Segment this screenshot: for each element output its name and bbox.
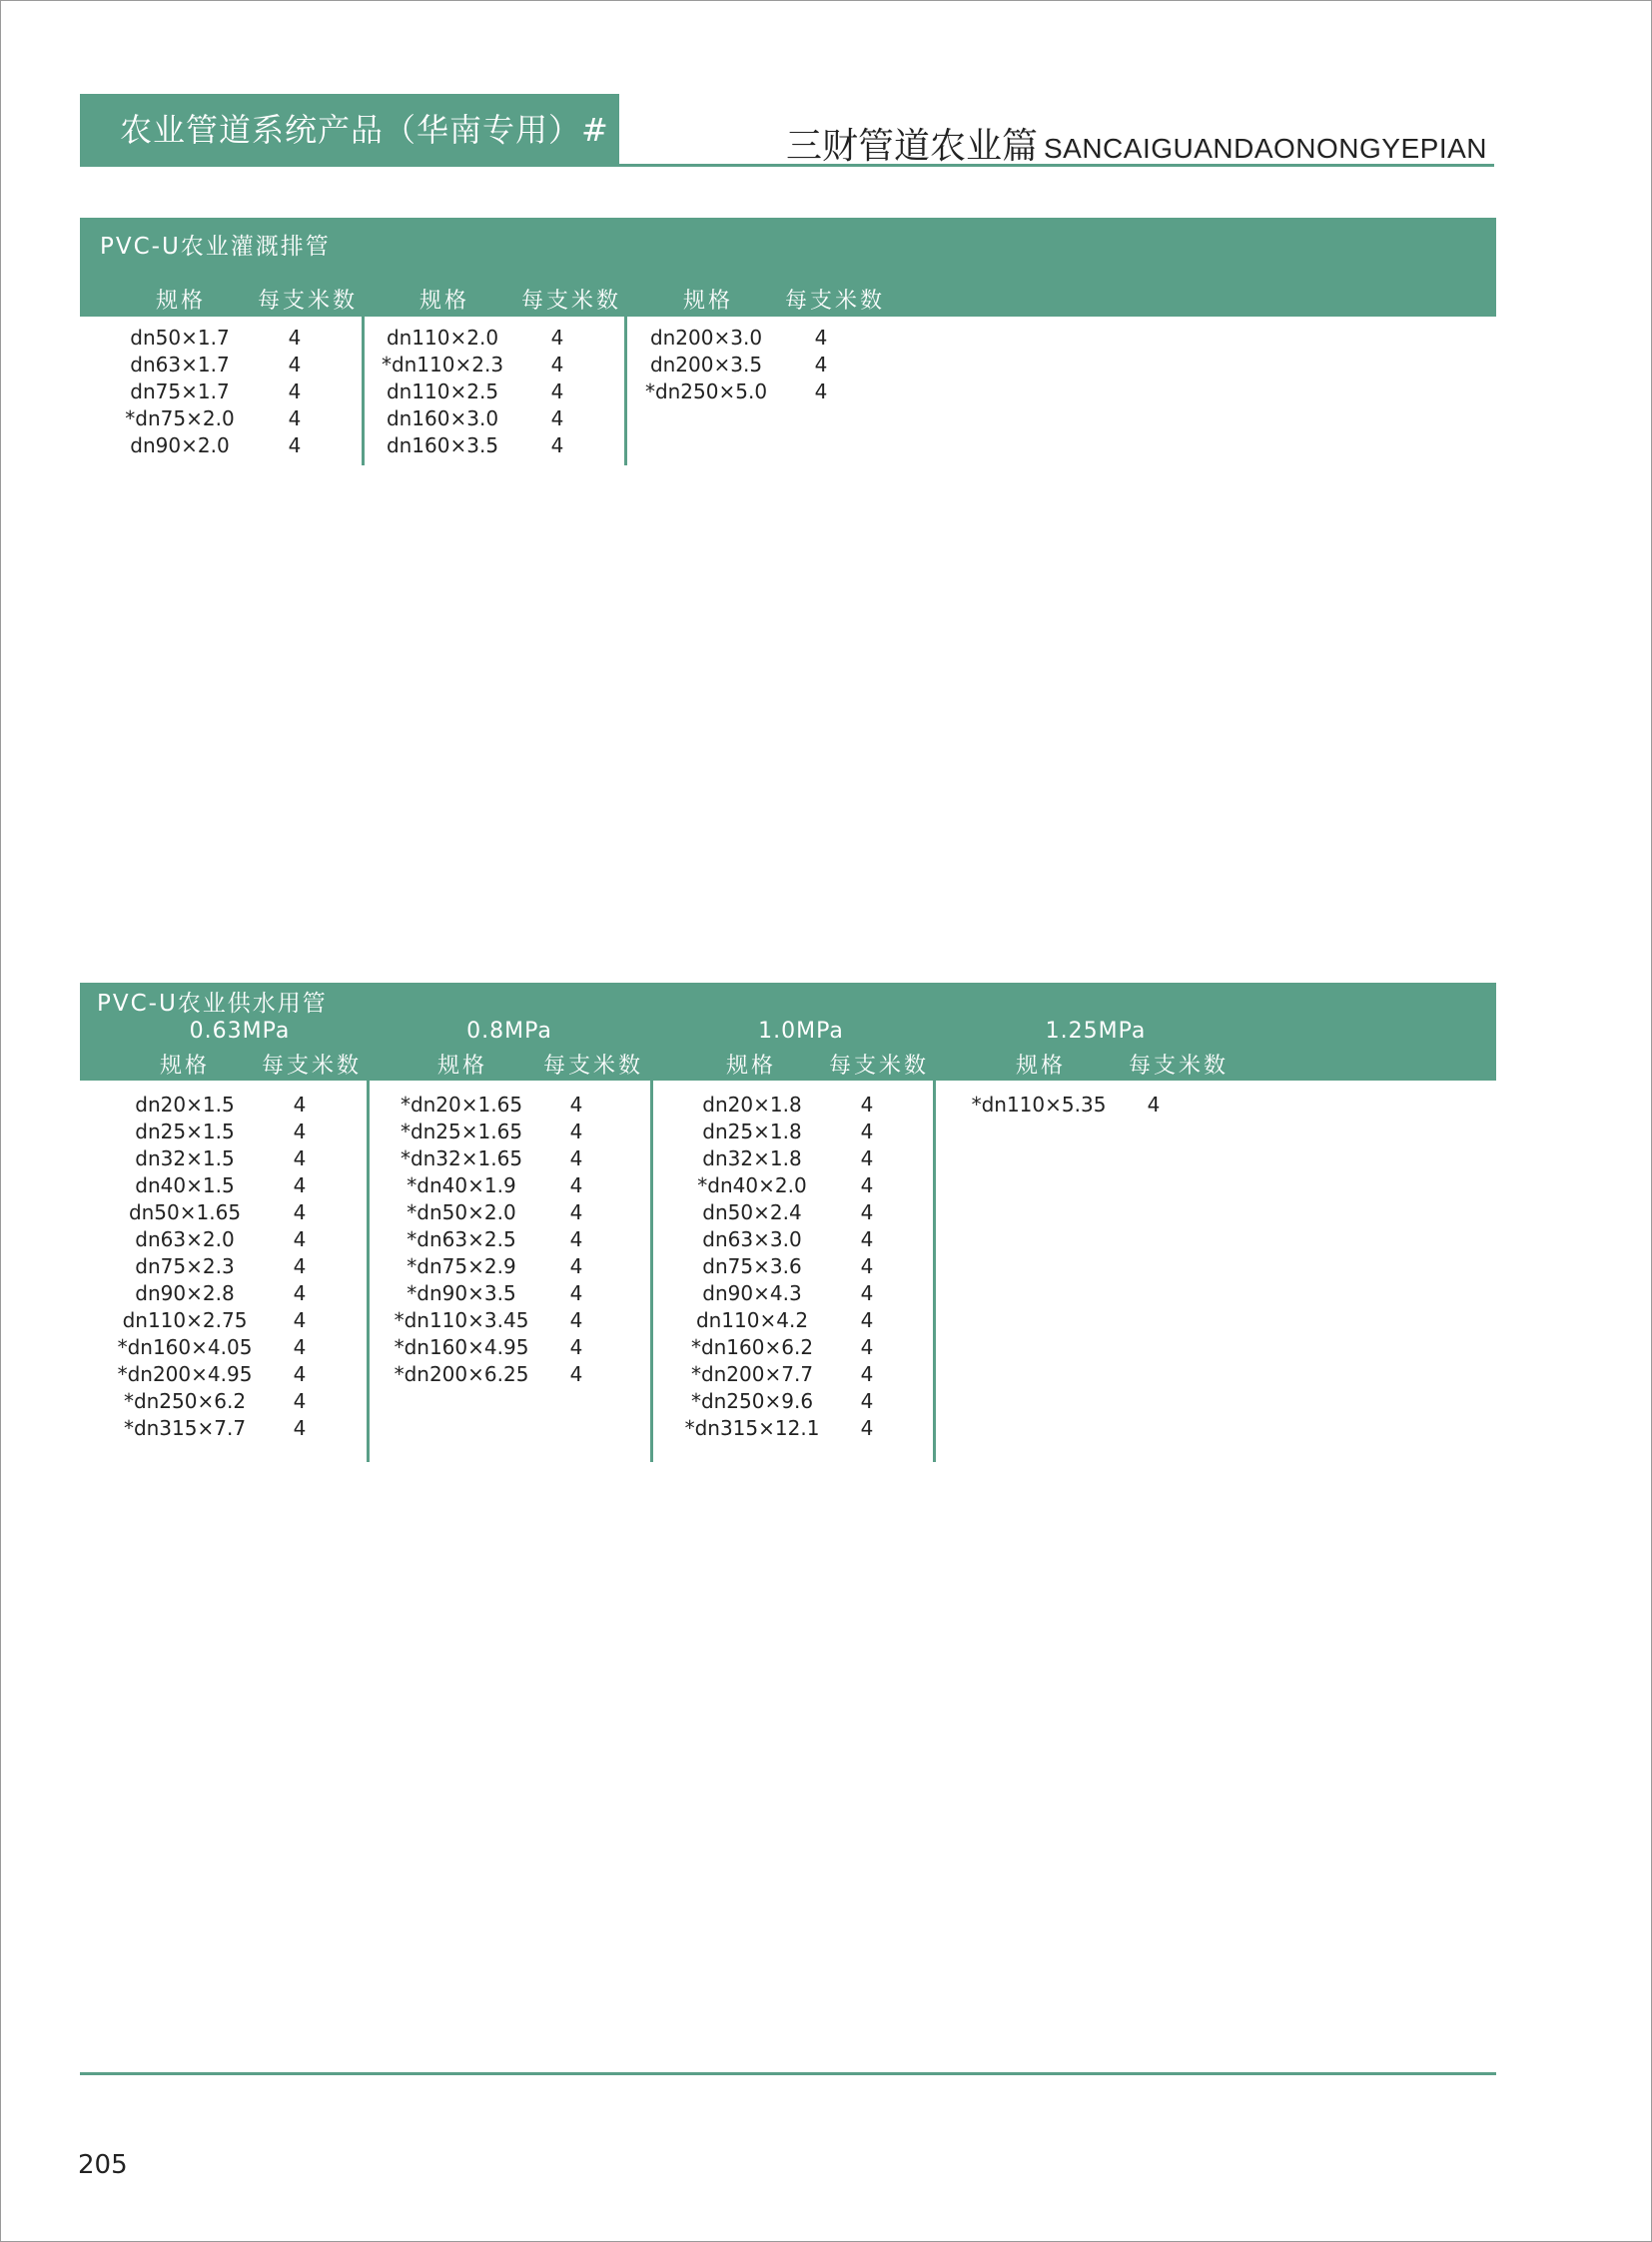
spec-cell: dn75×3.6: [702, 1254, 802, 1278]
length-cell: 4: [293, 1173, 307, 1197]
length-cell: 4: [814, 353, 828, 376]
spec-cell: *dn75×2.0: [125, 406, 235, 430]
spec-cell: dn20×1.5: [135, 1093, 235, 1117]
table-row: [105, 378, 345, 405]
section1-divider: [362, 317, 365, 465]
length-cell: 4: [860, 1254, 874, 1278]
spec-cell: dn75×2.3: [135, 1254, 235, 1278]
spec-cell: *dn32×1.65: [400, 1146, 523, 1170]
spec-cell: dn90×2.8: [135, 1281, 235, 1305]
table-row: [631, 352, 871, 378]
length-cell: 4: [550, 433, 564, 457]
length-cell: 4: [293, 1281, 307, 1305]
spec-cell: dn63×2.0: [135, 1227, 235, 1251]
length-cell: 4: [293, 1120, 307, 1143]
table-row: [368, 432, 607, 459]
spec-cell: dn50×1.65: [128, 1200, 242, 1224]
length-cell: 4: [860, 1308, 874, 1332]
page-number: 205: [78, 2150, 128, 2180]
spec-cell: *dn40×2.0: [697, 1173, 807, 1197]
spec-cell: dn50×2.4: [702, 1200, 802, 1224]
brand-title-en: SANCAIGUANDAONONGYEPIAN: [1043, 133, 1487, 164]
length-cell: 4: [293, 1389, 307, 1413]
length-cell: 4: [288, 406, 302, 430]
table-row: [110, 1226, 350, 1253]
length-cell: 4: [1147, 1093, 1161, 1117]
brand-title-cn: 三财管道农业篇: [785, 126, 1038, 167]
spec-cell: *dn50×2.0: [407, 1200, 516, 1224]
length-cell: 4: [569, 1093, 583, 1117]
spec-cell: dn90×2.0: [130, 433, 230, 457]
length-cell: 4: [293, 1308, 307, 1332]
spec-cell: *dn110×5.35: [971, 1093, 1107, 1117]
section2-pressure-063: 0.63MPa: [189, 1019, 291, 1044]
section1-title: PVC-U农业灌溉排管: [100, 234, 331, 260]
section2-title: PVC-U农业供水用管: [97, 991, 328, 1017]
length-cell: 4: [569, 1120, 583, 1143]
length-cell: 4: [569, 1308, 583, 1332]
length-cell: 4: [569, 1362, 583, 1386]
table-row: [110, 1172, 350, 1199]
table-row: [387, 1361, 626, 1388]
table-row: [677, 1145, 917, 1172]
table-row: [387, 1199, 626, 1226]
spec-cell: *dn110×3.45: [394, 1308, 529, 1332]
table-row: [677, 1226, 917, 1253]
length-cell: 4: [569, 1227, 583, 1251]
spec-cell: dn75×1.7: [130, 379, 230, 403]
table-row: [368, 352, 607, 378]
table-row: [110, 1307, 350, 1334]
section1-col-qty: 每支米数: [785, 289, 886, 314]
table-row: [677, 1253, 917, 1280]
section1-col-spec: 规格: [156, 289, 207, 314]
table-row: [110, 1092, 350, 1119]
length-cell: 4: [550, 379, 564, 403]
length-cell: 4: [288, 379, 302, 403]
table-row: [110, 1388, 350, 1415]
section2-pressure-10: 1.0MPa: [758, 1019, 844, 1044]
table-row: [105, 405, 345, 432]
spec-cell: dn200×3.0: [649, 326, 763, 350]
section2-col-qty: 每支米数: [262, 1054, 363, 1079]
spec-cell: dn20×1.8: [702, 1093, 802, 1117]
section1-col-qty: 每支米数: [258, 289, 359, 314]
length-cell: 4: [550, 353, 564, 376]
length-cell: 4: [860, 1362, 874, 1386]
spec-cell: dn63×1.7: [130, 353, 230, 376]
length-cell: 4: [860, 1389, 874, 1413]
section2-pressure-08: 0.8MPa: [466, 1019, 552, 1044]
table-row: [387, 1145, 626, 1172]
spec-cell: dn110×2.5: [386, 379, 499, 403]
length-cell: 4: [293, 1093, 307, 1117]
table-row: [677, 1199, 917, 1226]
table-row: [677, 1092, 917, 1119]
spec-cell: dn40×1.5: [135, 1173, 235, 1197]
length-cell: 4: [569, 1146, 583, 1170]
spec-cell: dn32×1.5: [135, 1146, 235, 1170]
table-row: [387, 1253, 626, 1280]
spec-cell: *dn160×6.2: [690, 1335, 814, 1359]
length-cell: 4: [288, 433, 302, 457]
table-row: [677, 1307, 917, 1334]
spec-cell: dn90×4.3: [702, 1281, 802, 1305]
length-cell: 4: [288, 326, 302, 350]
length-cell: 4: [293, 1146, 307, 1170]
table-row: [368, 405, 607, 432]
spec-cell: dn110×2.0: [386, 326, 499, 350]
section2-divider: [933, 1081, 936, 1462]
table-row: [677, 1388, 917, 1415]
spec-cell: dn25×1.8: [702, 1120, 802, 1143]
section2-col-qty: 每支米数: [829, 1054, 930, 1079]
section2-header-bar: [80, 983, 1496, 1081]
length-cell: 4: [293, 1335, 307, 1359]
section1-col-qty: 每支米数: [521, 289, 622, 314]
spec-cell: *dn200×7.7: [690, 1362, 814, 1386]
table-row: [110, 1119, 350, 1145]
spec-cell: *dn315×12.1: [684, 1416, 820, 1440]
table-row: [387, 1307, 626, 1334]
table-row: [677, 1334, 917, 1361]
length-cell: 4: [569, 1254, 583, 1278]
table-row: [105, 352, 345, 378]
table-row: [110, 1253, 350, 1280]
table-row: [387, 1280, 626, 1307]
spec-cell: *dn250×9.6: [690, 1389, 814, 1413]
section2-divider: [367, 1081, 370, 1462]
table-row: [110, 1415, 350, 1442]
table-row: [105, 325, 345, 352]
table-row: [110, 1199, 350, 1226]
length-cell: 4: [860, 1335, 874, 1359]
length-cell: 4: [569, 1335, 583, 1359]
table-row: [110, 1334, 350, 1361]
section2-divider: [650, 1081, 653, 1462]
length-cell: 4: [860, 1416, 874, 1440]
spec-cell: *dn250×6.2: [123, 1389, 247, 1413]
length-cell: 4: [569, 1200, 583, 1224]
table-row: [677, 1172, 917, 1199]
table-row: [368, 325, 607, 352]
length-cell: 4: [550, 326, 564, 350]
table-row: [387, 1119, 626, 1145]
length-cell: 4: [293, 1200, 307, 1224]
section1-divider: [624, 317, 627, 465]
spec-cell: *dn110×2.3: [381, 353, 504, 376]
table-row: [677, 1361, 917, 1388]
table-row: [677, 1280, 917, 1307]
length-cell: 4: [860, 1200, 874, 1224]
table-row: [677, 1119, 917, 1145]
length-cell: 4: [814, 379, 828, 403]
spec-cell: dn32×1.8: [702, 1146, 802, 1170]
category-tab: 农业管道系统产品（华南专用）#: [80, 94, 619, 166]
spec-cell: *dn90×3.5: [407, 1281, 516, 1305]
length-cell: 4: [814, 326, 828, 350]
spec-cell: *dn200×4.95: [117, 1362, 253, 1386]
table-row: [964, 1092, 1204, 1119]
spec-cell: dn110×2.75: [122, 1308, 248, 1332]
length-cell: 4: [288, 353, 302, 376]
table-row: [387, 1334, 626, 1361]
spec-cell: *dn20×1.65: [400, 1093, 523, 1117]
length-cell: 4: [860, 1281, 874, 1305]
spec-cell: dn63×3.0: [702, 1227, 802, 1251]
spec-cell: *dn25×1.65: [400, 1120, 523, 1143]
spec-cell: *dn63×2.5: [407, 1227, 516, 1251]
section2-col-spec: 规格: [437, 1054, 488, 1079]
length-cell: 4: [293, 1254, 307, 1278]
table-row: [105, 432, 345, 459]
length-cell: 4: [860, 1146, 874, 1170]
spec-cell: dn110×4.2: [695, 1308, 809, 1332]
length-cell: 4: [860, 1173, 874, 1197]
section2-col-spec: 规格: [1016, 1054, 1067, 1079]
spec-cell: dn160×3.0: [386, 406, 499, 430]
spec-cell: dn50×1.7: [130, 326, 230, 350]
length-cell: 4: [569, 1281, 583, 1305]
length-cell: 4: [293, 1362, 307, 1386]
spec-cell: *dn160×4.05: [117, 1335, 253, 1359]
brand-title: [786, 118, 1487, 169]
table-row: [387, 1092, 626, 1119]
spec-cell: *dn200×6.25: [394, 1362, 529, 1386]
length-cell: 4: [860, 1120, 874, 1143]
spec-cell: dn160×3.5: [386, 433, 499, 457]
table-row: [368, 378, 607, 405]
length-cell: 4: [550, 406, 564, 430]
table-row: [387, 1172, 626, 1199]
footer-rule: [80, 2072, 1496, 2075]
spec-cell: *dn250×5.0: [644, 379, 768, 403]
table-row: [110, 1145, 350, 1172]
spec-cell: *dn315×7.7: [123, 1416, 247, 1440]
spec-cell: dn200×3.5: [649, 353, 763, 376]
table-row: [110, 1280, 350, 1307]
length-cell: 4: [860, 1093, 874, 1117]
table-row: [387, 1226, 626, 1253]
length-cell: 4: [293, 1416, 307, 1440]
section2-pressure-125: 1.25MPa: [1045, 1019, 1147, 1044]
spec-cell: dn25×1.5: [135, 1120, 235, 1143]
length-cell: 4: [293, 1227, 307, 1251]
section1-col-spec: 规格: [419, 289, 470, 314]
length-cell: 4: [860, 1227, 874, 1251]
section1-col-spec: 规格: [683, 289, 734, 314]
section2-col-spec: 规格: [726, 1054, 777, 1079]
section2-col-qty: 每支米数: [543, 1054, 644, 1079]
section2-col-qty: 每支米数: [1129, 1054, 1230, 1079]
spec-cell: *dn160×4.95: [394, 1335, 529, 1359]
table-row: [631, 325, 871, 352]
table-row: [631, 378, 871, 405]
spec-cell: *dn75×2.9: [407, 1254, 516, 1278]
table-row: [677, 1415, 917, 1442]
table-row: [110, 1361, 350, 1388]
spec-cell: *dn40×1.9: [407, 1173, 516, 1197]
section1-header-bar: [80, 218, 1496, 317]
section2-col-spec: 规格: [160, 1054, 211, 1079]
length-cell: 4: [569, 1173, 583, 1197]
